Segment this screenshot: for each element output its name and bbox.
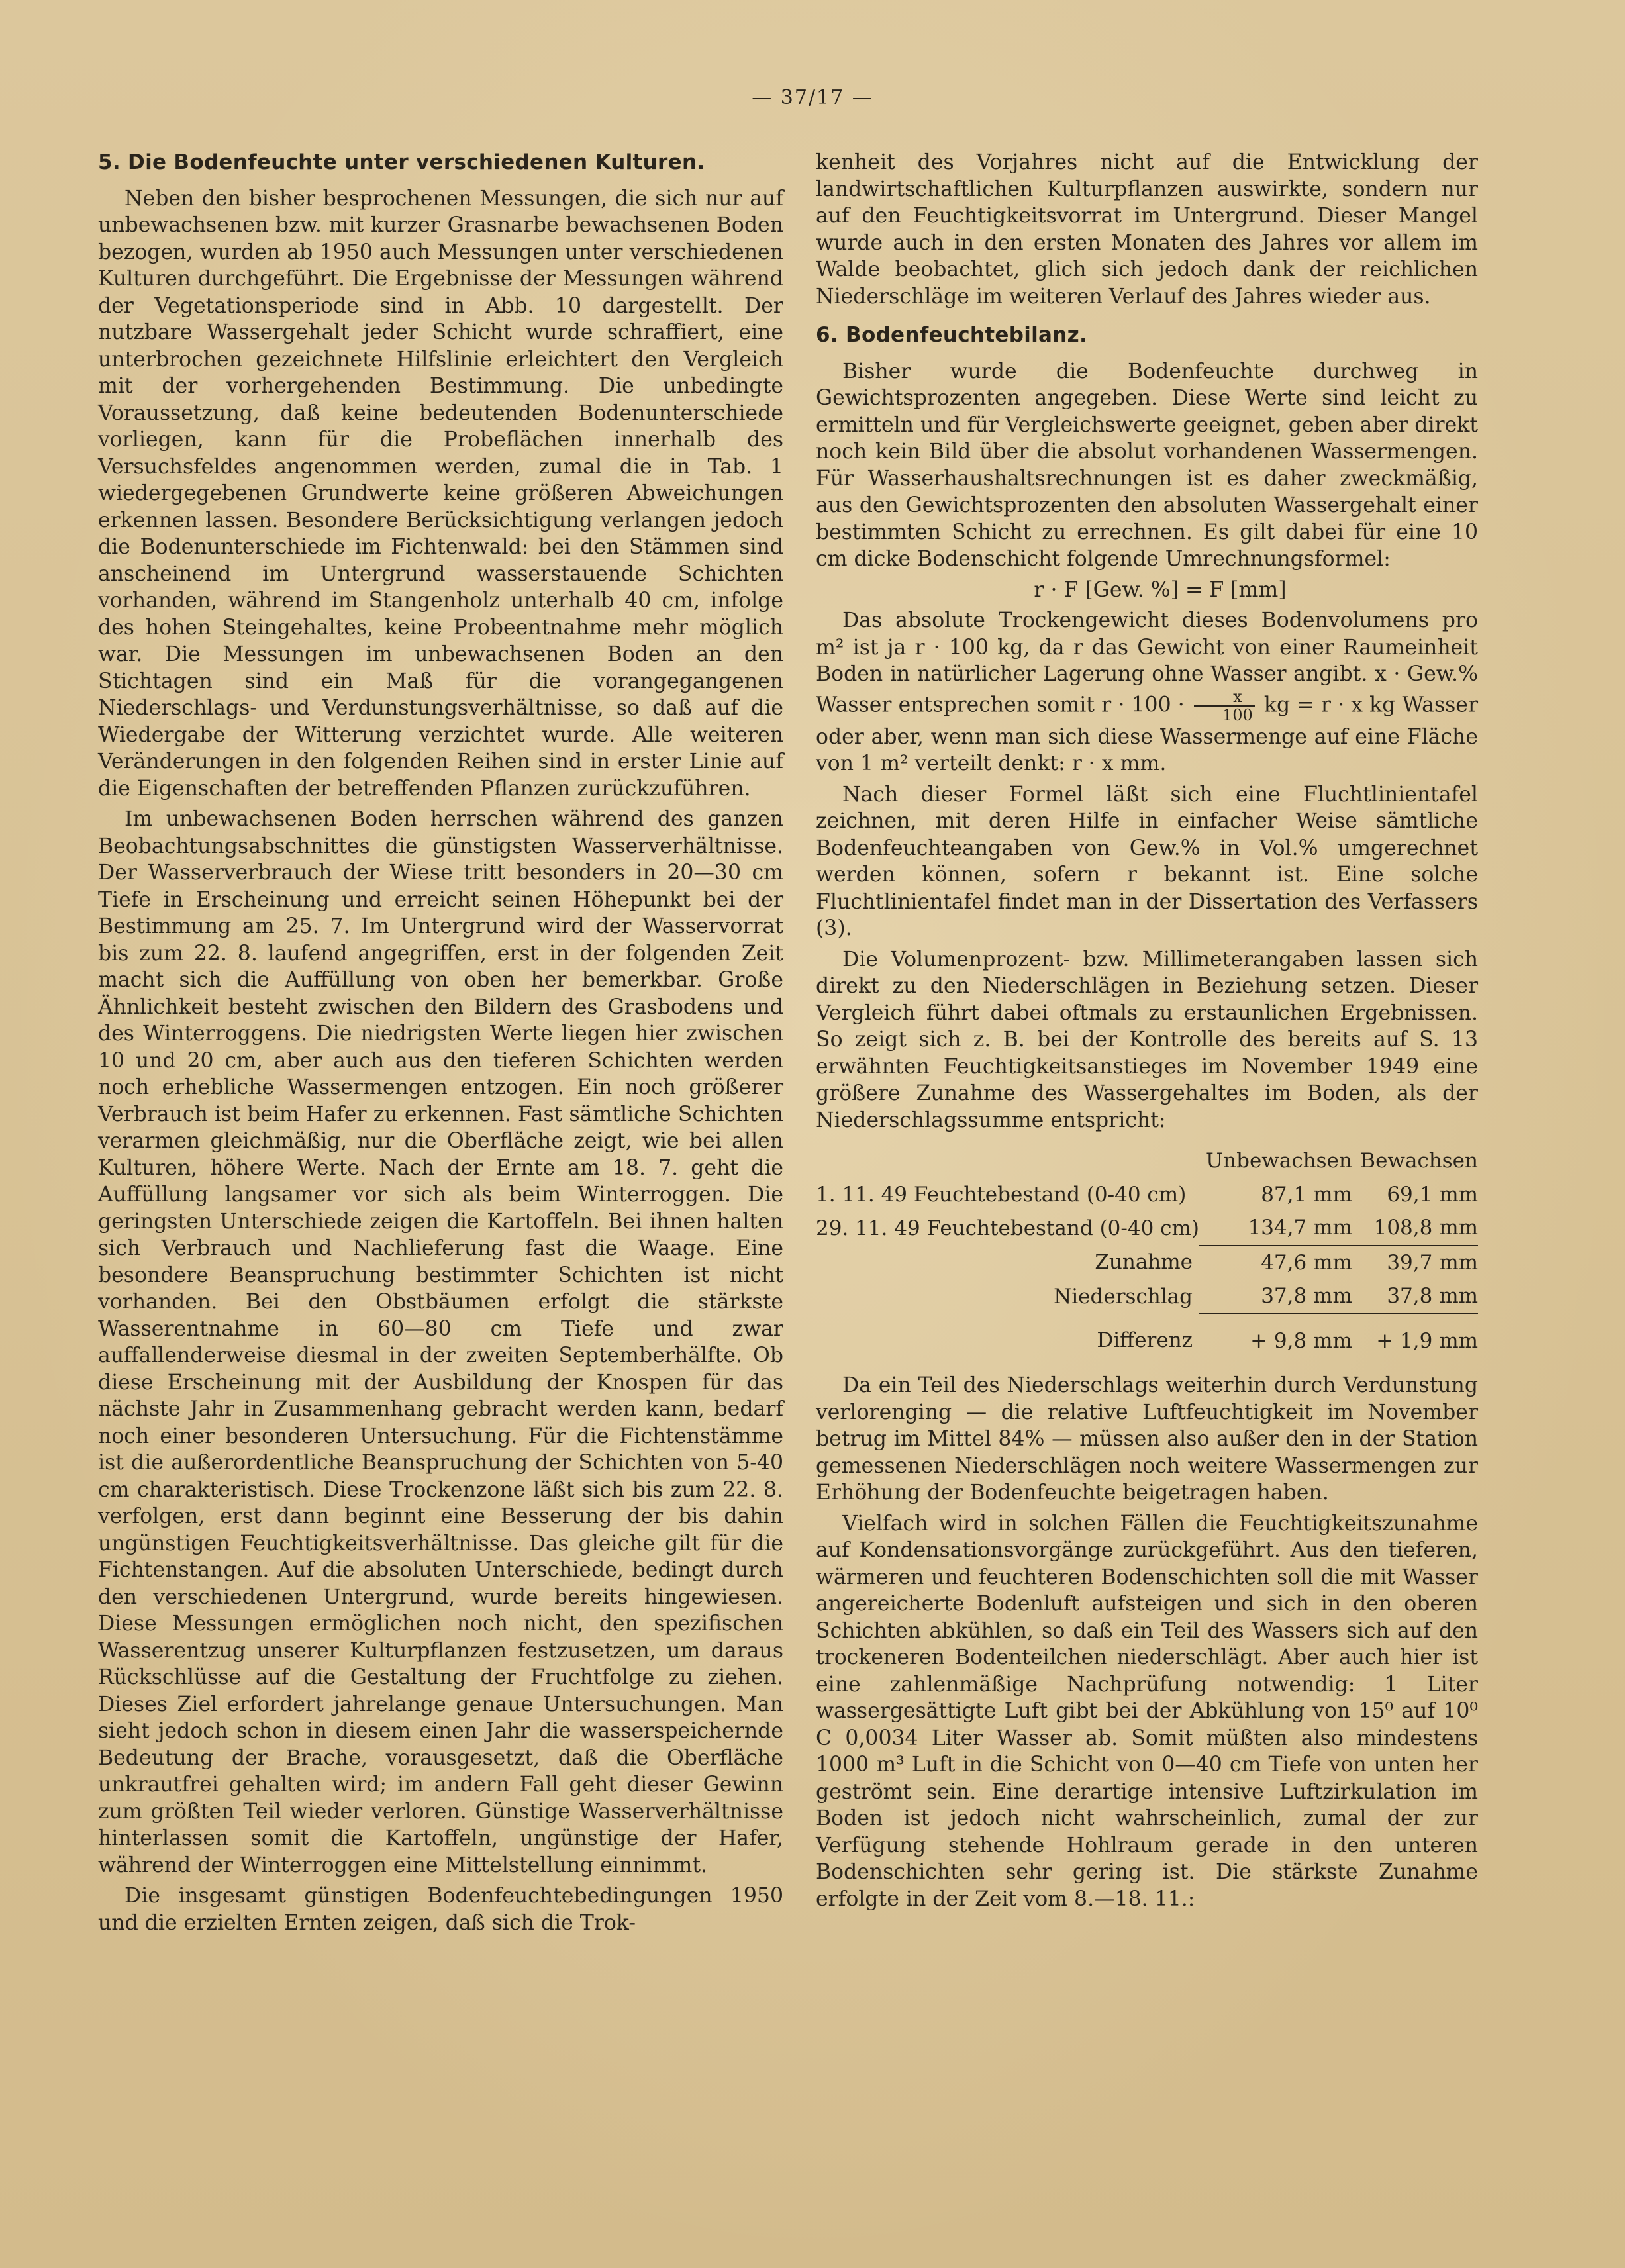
table-row-label: Niederschlag	[1054, 1284, 1193, 1308]
section-6-paragraph-1: Bisher wurde die Bodenfeuchte durchweg in Gewichtsprozenten angegeben. Diese Werte sind leicht zu ermitteln und für Vergleichswerte geeignet, geben aber direkt noch kein Bild über die absolut vorhandenen Wassermengen. Für Wasserhaushaltsrechnungen ist es daher zweckmäßig, aus den Gewichtsprozenten den absoluten Wassergehalt einer bestimmten Schicht zu errechnen. Es gilt dabei für eine 10 cm dicke Bodenschicht folgende Umrechnungsformel:	[816, 359, 1478, 571]
table-cell-unbewachsen: + 9,8 mm	[1250, 1328, 1352, 1353]
section-6-paragraph-6: Vielfach wird in solchen Fällen die Feuchtigkeitszunahme auf Kondensationsvorgänge zurückgeführt. Aus den tieferen, wärmeren und feuchteren Bodenschichten soll die mit Wasser angereicherte Bodenluft aufsteigen und sich in den oberen Schichten abkühlen, so daß ein Teil des Wassers sich auf den trockeneren Bodenteilchen niederschlägt. Aber auch hier ist eine zahlenmäßige Nachprüfung notwendig: 1 Liter wassergesättigte Luft gibt bei der Abkühlung von 15⁰ auf 10⁰ C 0,0034 Liter Wasser ab. Somit müßten also mindestens 1000 m³ Luft in die Schicht von 0—40 cm Tiefe von unten her geströmt sein. Eine derartige intensive Luftzirkulation im Boden ist jedoch nicht wahrscheinlich, zumal der zur Verfügung stehende Hohlraum gerade in den unteren Bodenschichten sehr gering ist. Die stärkste Zunahme erfolgte in der Zeit vom 8.—18. 11.:	[816, 1511, 1478, 1911]
table-row	[816, 1178, 1478, 1212]
table-row	[816, 1314, 1478, 1358]
table-cell-bewachsen: 37,8 mm	[1352, 1279, 1478, 1314]
table-cell-unbewachsen: 87,1 mm	[1261, 1182, 1352, 1207]
table-cell-bewachsen: 39,7 mm	[1387, 1250, 1478, 1275]
table-header-blank	[816, 1144, 1199, 1178]
table-cell-unbewachsen: 134,7 mm	[1199, 1211, 1352, 1246]
fraction-denominator: 100	[1222, 705, 1253, 724]
paragraph-2-part-a: Das absolute Trockengewicht dieses Bodenvolumens pro m² ist ja r · 100 kg, da r das Gewicht von einer Raumeinheit Boden in natürlicher Lagerung ohne Wasser angibt. x · Gew.% Wasser entsprechen somit r · 100 ·	[816, 609, 1478, 716]
table-row-label: Differenz	[1097, 1328, 1193, 1352]
table-row	[816, 1279, 1478, 1314]
table-row	[816, 1246, 1478, 1280]
section-5-heading: 5. Die Bodenfeuchte unter verschiedenen Kulturen.	[98, 150, 705, 174]
table-row-label: 29. 11. 49 Feuchtebestand (0-40 cm)	[816, 1216, 1200, 1240]
moisture-balance-table	[816, 1144, 1478, 1357]
fraction-numerator: x	[1194, 688, 1255, 707]
table-row-label: 1. 11. 49 Feuchtebestand (0-40 cm)	[816, 1182, 1187, 1207]
paragraph-2-part-b: kg = r · x kg Wasser oder aber, wenn man sich diese Wassermenge auf eine Fläche von 1 m² verteilt denkt: r · x mm.	[816, 693, 1478, 775]
table-cell-unbewachsen: 47,6 mm	[1261, 1250, 1352, 1275]
section-6-paragraph-2	[816, 607, 1478, 777]
section-6-heading: 6. Bodenfeuchtebilanz.	[816, 323, 1088, 347]
table-row	[816, 1211, 1478, 1246]
table-cell-bewachsen: 69,1 mm	[1387, 1182, 1478, 1207]
section-5-paragraph-2: Im unbewachsenen Boden herrschen während des ganzen Beobachtungsabschnittes die günstigsten Wasserverhältnisse. Der Wasserverbrauch der Wiese tritt besonders in 20—30 cm Tiefe in Erscheinung und erreicht seinen Höhepunkt bei der Bestimmung am 25. 7. Im Untergrund wird der Wasservorrat bis zum 22. 8. laufend angegriffen, erst in der folgenden Zeit macht sich die Auffüllung von oben her bemerkbar. Große Ähnlichkeit besteht zwischen den Bildern des Grasbodens und des Winterroggens. Die niedrigsten Werte liegen hier zwischen 10 und 20 cm, aber auch aus den tieferen Schichten werden noch erhebliche Wassermengen entzogen. Ein noch größerer Verbrauch ist beim Hafer zu erkennen. Fast sämtliche Schichten verarmen gleichmäßig, nur die Oberfläche zeigt, wie bei allen Kulturen, höhere Werte. Nach der Ernte am 18. 7. geht die Auffüllung langsamer vor sich als beim Winterroggen. Die geringsten Unterschiede zeigen die Kartoffeln. Bei ihnen halten sich Verbrauch und Nachlieferung fast die Waage. Eine besondere Beanspruchung bestimmter Schichten ist nicht vorhanden. Bei den Obstbäumen erfolgt die stärkste Wasserentnahme in 60—80 cm Tiefe und zwar auffallenderweise diesmal in der zweiten Septemberhälfte. Ob diese Erscheinung mit der Ausbildung der Knospen für das nächste Jahr in Zusammenhang gebracht werden kann, bedarf noch einer besonderen Untersuchung. Für die Fichtenstämme ist die außerordentliche Beanspruchung der Schichten von 5-40 cm charakteristisch. Diese Trockenzone läßt sich bis zum 22. 8. verfolgen, erst dann beginnt eine Besserung der bis dahin ungünstigen Feuchtigkeitsverhältnisse. Das gleiche gilt für die Fichtenstangen. Auf die absoluten Unterschiede, bedingt durch den verschiedenen Untergrund, wurde bereits hingewiesen. Diese Messungen ermöglichen noch nicht, den spezifischen Wasserentzug unserer Kulturpflanzen festzusetzen, um daraus Rückschlüsse auf die Gestaltung der Fruchtfolge zu ziehen. Dieses Ziel erfordert jahrelange genaue Untersuchungen. Man sieht jedoch schon in diesem einen Jahr die wasserspeichernde Bedeutung der Brache, vorausgesetzt, daß die Oberfläche unkrautfrei gehalten wird; im andern Fall geht dieser Gewinn zum größten Teil wieder verloren. Günstige Wasserverhältnisse hinterlassen somit die Kartoffeln, ungünstige der Hafer, während der Winterroggen eine Mittelstellung einnimmt.	[98, 807, 783, 1877]
table-cell-bewachsen: 108,8 mm	[1352, 1211, 1478, 1246]
section-6-paragraph-4: Die Volumenprozent- bzw. Millimeterangaben lassen sich direkt zu den Niederschlägen in Beziehung setzen. Dieser Vergleich führt dabei oftmals zu erstaunlichen Ergebnissen. So zeigt sich z. B. bei der Kontrolle des bereits auf S. 13 erwähnten Feuchtigkeitsanstieges im November 1949 eine größere Zunahme des Wassergehaltes im Boden, als der Niederschlagssumme entspricht:	[816, 947, 1478, 1132]
conversion-formula: r · F [Gew. %] = F [mm]	[1034, 577, 1287, 602]
table-header-bewachsen: Bewachsen	[1360, 1149, 1478, 1173]
table-header-unbewachsen: Unbewachsen	[1206, 1149, 1352, 1173]
section-6-paragraph-3: Nach dieser Formel läßt sich eine Fluchtlinientafel zeichnen, mit deren Hilfe in einfacher Weise sämtliche Bodenfeuchteangaben von Gew.% in Vol.% umgerechnet werden können, sofern r bekannt ist. Eine solche Fluchtlinientafel findet man in der Dissertation des Verfassers (3).	[816, 782, 1478, 940]
right-column	[816, 149, 1478, 1916]
page-number: — 37/17 —	[752, 86, 873, 109]
left-column	[98, 149, 783, 1940]
table-cell-bewachsen: + 1,9 mm	[1376, 1328, 1478, 1353]
table-header-row	[816, 1144, 1478, 1178]
table-cell-unbewachsen: 37,8 mm	[1199, 1279, 1352, 1314]
section-5-paragraph-3: Die insgesamt günstigen Bodenfeuchtebedingungen 1950 und die erzielten Ernten zeigen, daß sich die Trok-	[98, 1884, 783, 1935]
table-row-label: Zunahme	[1095, 1250, 1193, 1274]
fraction-x-over-100	[1194, 688, 1255, 724]
section-6-paragraph-5: Da ein Teil des Niederschlags weiterhin durch Verdunstung verlorenging — die relative Luftfeuchtigkeit im November betrug im Mittel 84% — müssen also außer den in der Station gemessenen Niederschlägen noch weitere Wassermengen zur Erhöhung der Bodenfeuchte beigetragen haben.	[816, 1373, 1478, 1504]
section-5-paragraph-3-continued: kenheit des Vorjahres nicht auf die Entwicklung der landwirtschaftlichen Kulturpflanzen auswirkte, sondern nur auf den Feuchtigkeitsvorrat im Untergrund. Dieser Mangel wurde auch in den ersten Monaten des Jahres vor allem im Walde beobachtet, glich sich jedoch dank der reichlichen Niederschläge im weiteren Verlauf des Jahres wieder aus.	[816, 150, 1478, 309]
section-5-paragraph-1: Neben den bisher besprochenen Messungen, die sich nur auf unbewachsenen bzw. mit kurzer Grasnarbe bewachsenen Boden bezogen, wurden ab 1950 auch Messungen unter verschiedenen Kulturen durchgeführt. Die Ergebnisse der Messungen während der Vegetationsperiode sind in Abb. 10 dargestellt. Der nutzbare Wassergehalt jeder Schicht wurde schraffiert, eine unterbrochen gezeichnete Hilfslinie erleichtert den Vergleich mit der vorhergehenden Bestimmung. Die unbedingte Voraussetzung, daß keine bedeutenden Bodenunterschiede vorliegen, kann für die Probeflächen innerhalb des Versuchsfeldes angenommen werden, zumal die in Tab. 1 wiedergegebenen Grundwerte keine größeren Abweichungen erkennen lassen. Besondere Berücksichtigung verlangen jedoch die Bodenunterschiede im Fichtenwald: bei den Stämmen sind anscheinend im Untergrund wasserstauende Schichten vorhanden, während im Stangenholz unterhalb 40 cm, infolge des hohen Steingehaltes, keine Probeentnahme mehr möglich war. Die Messungen im unbewachsenen Boden an den Stichtagen sind ein Maß für die vorangegangenen Niederschlags- und Verdunstungsverhältnisse, so daß auf die Wiedergabe der Witterung verzichtet wurde. Alle weiteren Veränderungen in den folgenden Reihen sind in erster Linie auf die Eigenschaften der betreffenden Pflanzen zurückzuführen.	[98, 186, 783, 801]
